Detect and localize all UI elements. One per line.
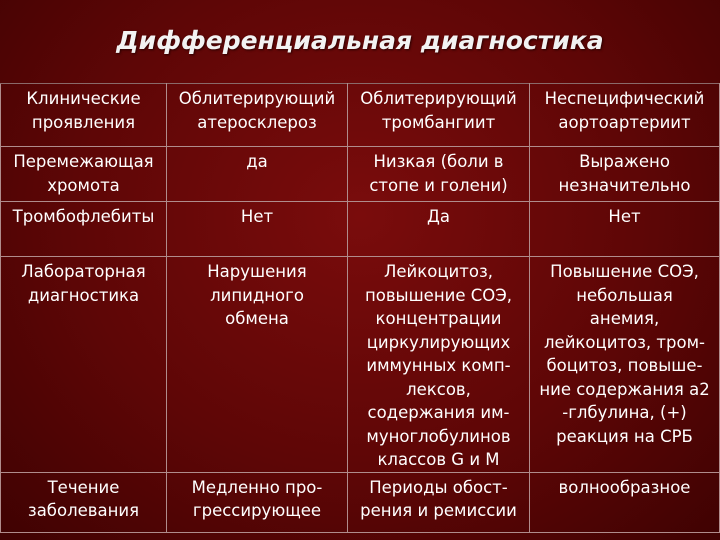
- cell-line: Тромбофлебиты: [12, 207, 155, 226]
- cell-line: проявления: [31, 112, 136, 132]
- cell-line: Нарушения: [207, 262, 307, 281]
- header-row: [1, 84, 720, 147]
- cell-line: аортоартериит: [558, 112, 691, 132]
- row-label-cell: [1, 147, 167, 202]
- cell-line: классов G и M: [377, 450, 500, 469]
- cell-line: Периоды обост-: [369, 477, 508, 497]
- cell-line: диагностика: [27, 285, 140, 305]
- cell-line: волнообразное: [558, 477, 691, 497]
- table-row: [1, 147, 720, 202]
- data-cell: [530, 147, 720, 202]
- table-row: [1, 202, 720, 257]
- cell-line: Нет: [608, 207, 641, 226]
- cell-line: лейкоцитоз, тром-: [544, 332, 705, 352]
- header-cell: [530, 84, 720, 147]
- data-cell: [530, 472, 720, 532]
- cell-line: рения и ремиссии: [360, 501, 517, 520]
- cell-line: Лабораторная: [21, 262, 146, 281]
- data-cell: [167, 257, 348, 473]
- cell-line: липидного: [210, 285, 304, 305]
- cell-line: концентрации: [375, 309, 502, 328]
- cell-line: Да: [426, 207, 450, 226]
- cell-line: грессирующее: [192, 501, 322, 520]
- cell-line: Выражено: [579, 152, 670, 171]
- row-label-cell: [1, 202, 167, 257]
- cell-line: Перемежающая: [13, 152, 154, 171]
- cell-line: заболевания: [27, 501, 140, 520]
- cell-line: Медленно про-: [191, 477, 323, 497]
- cell-line: Облитерирующий: [360, 89, 517, 108]
- table-row: [1, 472, 720, 532]
- header-cell: [1, 84, 167, 147]
- cell-line: ние содержания а2: [539, 379, 710, 399]
- cell-line: Повышение СОЭ,: [550, 262, 699, 281]
- header-cell: [167, 84, 348, 147]
- cell-line: обмена: [225, 309, 289, 328]
- page-title: Дифференциальная диагностика: [116, 26, 604, 55]
- data-cell: [348, 147, 530, 202]
- cell-line: -глбулина, (+): [562, 403, 687, 422]
- data-cell: [167, 472, 348, 532]
- cell-line: хромота: [47, 175, 120, 195]
- data-cell: [348, 202, 530, 257]
- cell-line: небольшая: [576, 285, 673, 305]
- cell-line: Облитерирующий: [178, 89, 336, 108]
- data-cell: [348, 257, 530, 473]
- diagnosis-table: [0, 83, 720, 533]
- cell-line: иммунных комп-: [366, 356, 511, 375]
- cell-line: атеросклероз: [197, 112, 317, 132]
- cell-line: незначительно: [558, 175, 691, 195]
- row-label-cell: [1, 472, 167, 532]
- cell-line: Течение: [47, 477, 120, 497]
- cell-line: муноглобулинов: [366, 426, 511, 446]
- cell-line: анемия,: [589, 309, 660, 328]
- cell-line: стопе и голени): [369, 175, 508, 195]
- cell-line: боцитоз, повыше-: [546, 356, 703, 375]
- data-cell: [167, 202, 348, 257]
- row-label-cell: [1, 257, 167, 473]
- cell-line: тромбангиит: [381, 112, 496, 132]
- cell-line: повышение СОЭ,: [364, 285, 513, 305]
- cell-line: Нет: [240, 207, 274, 226]
- data-cell: [530, 257, 720, 473]
- cell-line: циркулирующих: [366, 332, 511, 352]
- header-cell: [348, 84, 530, 147]
- cell-line: лексов,: [406, 379, 471, 399]
- data-cell: [167, 147, 348, 202]
- table-row: [1, 257, 720, 473]
- cell-line: Неспецифический: [544, 89, 705, 108]
- cell-line: Лейкоцитоз,: [383, 262, 494, 281]
- cell-line: Клинические: [26, 89, 141, 108]
- cell-line: реакция на СРБ: [556, 426, 693, 446]
- data-cell: [530, 202, 720, 257]
- data-cell: [348, 472, 530, 532]
- cell-line: содержания им-: [367, 403, 510, 422]
- cell-line: да: [246, 152, 268, 171]
- cell-line: Низкая (боли в: [373, 152, 504, 171]
